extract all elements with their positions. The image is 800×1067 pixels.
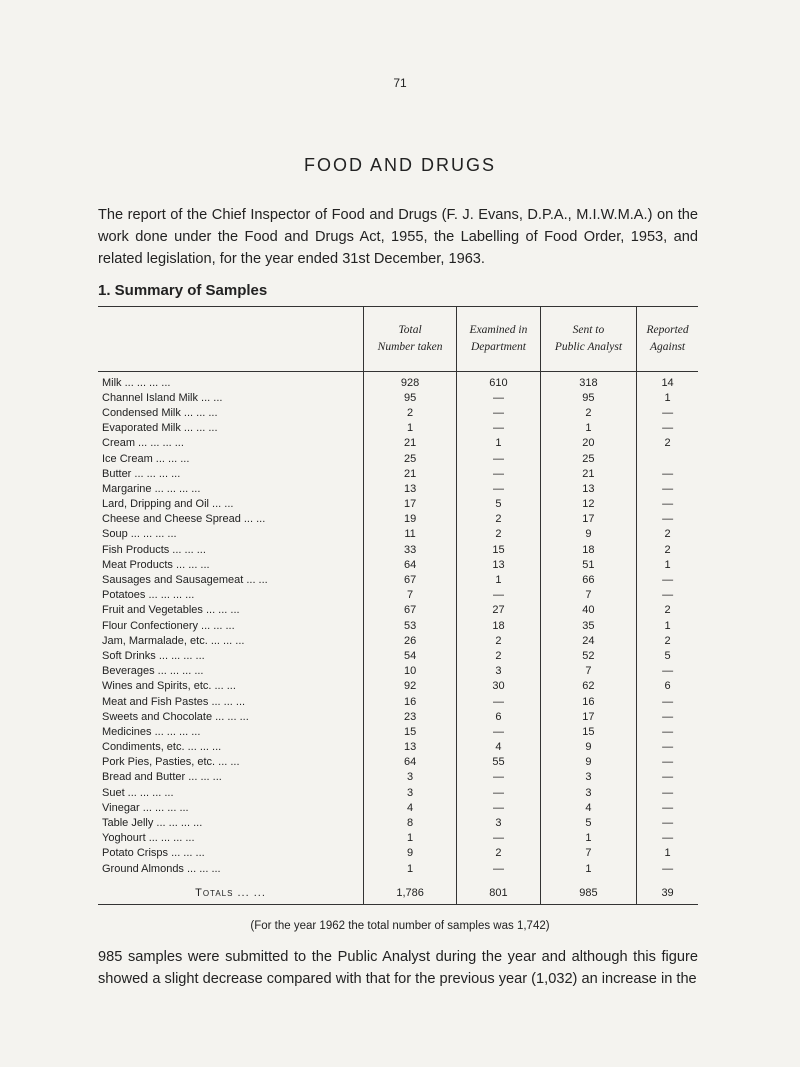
sample-count: 30 [457,679,541,694]
sample-count: 51 [540,557,636,572]
sample-count: 3 [364,770,457,785]
page-number: 71 [393,76,407,90]
table-row [98,800,698,815]
table-row [98,572,698,587]
sample-count: 4 [457,740,541,755]
sample-count: — [457,451,541,466]
total-count: 1,786 [364,876,457,905]
sample-count: 27 [457,603,541,618]
header-line: Reported [646,324,689,336]
sample-name: Soup ... ... ... ... [102,528,177,541]
sample-count: 13 [364,481,457,496]
sample-count: — [457,694,541,709]
sample-count: 11 [364,527,457,542]
sample-count: 2 [637,633,698,648]
sample-name: Vinegar ... ... ... ... [102,801,189,814]
sample-count: 17 [540,709,636,724]
sample-count: 2 [457,512,541,527]
table-row [98,542,698,557]
table-row [98,618,698,633]
sample-count: 18 [457,618,541,633]
table-row [98,390,698,405]
table-row [98,527,698,542]
sample-count: 610 [457,372,541,391]
table-header [98,307,698,372]
sample-count: 928 [364,372,457,391]
sample-count: 13 [540,481,636,496]
sample-count: — [637,755,698,770]
table-body [98,372,698,905]
sample-count: 3 [457,664,541,679]
sample-name: Flour Confectionery ... ... ... [102,619,235,632]
sample-name: Ice Cream ... ... ... [102,452,190,465]
sample-count: 12 [540,497,636,512]
sample-count: 33 [364,542,457,557]
sample-count: 25 [364,451,457,466]
sample-count: 15 [540,724,636,739]
sample-count: 67 [364,603,457,618]
sample-count: 9 [540,755,636,770]
sample-name: Wines and Spirits, etc. ... ... [102,680,236,693]
sample-count: 35 [540,618,636,633]
header-line: Department [470,341,526,353]
table-row [98,588,698,603]
sample-count: 9 [540,527,636,542]
header-sent-to-public-analyst [540,307,636,372]
sample-count: — [637,481,698,496]
header-reported-against [637,307,698,372]
sample-count: — [457,421,541,436]
sample-count: 16 [364,694,457,709]
samples-table [98,306,698,905]
sample-name: Lard, Dripping and Oil ... ... [102,498,234,511]
sample-count: — [457,390,541,405]
sample-count: 1 [540,421,636,436]
sample-count: 2 [364,405,457,420]
table-row [98,648,698,663]
sample-count: 6 [637,679,698,694]
table-row [98,861,698,876]
header-examined-in-department [457,307,541,372]
total-count: 985 [540,876,636,905]
table-row [98,603,698,618]
header-total-number-taken [364,307,457,372]
sample-count: 21 [540,466,636,481]
sample-count: — [637,709,698,724]
sample-count: 318 [540,372,636,391]
table-row [98,451,698,466]
sample-count: — [637,785,698,800]
sample-count: 3 [364,785,457,800]
sample-count: 10 [364,664,457,679]
sample-count: 62 [540,679,636,694]
sample-count: 1 [364,861,457,876]
sample-count: — [637,800,698,815]
table-row [98,709,698,724]
sample-name: Soft Drinks ... ... ... ... [102,649,205,662]
sample-count: 3 [540,785,636,800]
sample-count: 7 [540,846,636,861]
sample-count: — [457,481,541,496]
sample-count: 64 [364,557,457,572]
table-row [98,694,698,709]
sample-count: — [637,815,698,830]
sample-count: — [637,664,698,679]
sample-name: Cream ... ... ... ... [102,437,184,450]
header-line: Against [649,341,686,353]
sample-count: 15 [457,542,541,557]
sample-count: — [457,800,541,815]
sample-count: — [637,724,698,739]
sample-count: — [457,785,541,800]
sample-count: 54 [364,648,457,663]
sample-count: — [457,861,541,876]
sample-count: — [637,572,698,587]
footnote: (For the year 1962 the total number of samples was 1,742) [250,920,550,932]
sample-count: 21 [364,466,457,481]
sample-name: Condiments, etc. ... ... ... [102,741,222,754]
sample-count: 1 [637,557,698,572]
table-row [98,831,698,846]
table-row [98,372,698,391]
sample-name: Fish Products ... ... ... [102,543,206,556]
sample-count: — [637,831,698,846]
header-line: Total [398,324,422,336]
table-row [98,633,698,648]
sample-count: 6 [457,709,541,724]
sample-count: 9 [364,846,457,861]
table-row [98,770,698,785]
sample-count: 66 [540,572,636,587]
sample-count: 7 [540,588,636,603]
sample-count: 7 [364,588,457,603]
sample-count: — [637,770,698,785]
sample-count: 2 [637,527,698,542]
table-row [98,405,698,420]
sample-count: 9 [540,740,636,755]
sample-count: 25 [540,451,636,466]
sample-name: Sweets and Chocolate ... ... ... [102,710,249,723]
sample-count [637,451,698,466]
table-row [98,557,698,572]
sample-count: 2 [457,633,541,648]
sample-count: 5 [637,648,698,663]
table-row [98,466,698,481]
sample-count: 24 [540,633,636,648]
page-title: FOOD AND DRUGS [303,155,496,175]
header-blank-cell [98,307,364,372]
sample-name: Beverages ... ... ... ... [102,665,204,678]
sample-count: 5 [457,497,541,512]
table-row [98,785,698,800]
sample-count: 3 [457,815,541,830]
sample-count: 2 [457,846,541,861]
sample-name: Meat Products ... ... ... [102,558,210,571]
totals-row [98,876,698,905]
sample-count: 2 [637,436,698,451]
sample-count: 1 [457,436,541,451]
table-row [98,436,698,451]
sample-name: Butter ... ... ... ... [102,467,181,480]
sample-count: 1 [540,831,636,846]
table-row [98,497,698,512]
table-row [98,512,698,527]
sample-count: 1 [540,861,636,876]
sample-count: — [457,466,541,481]
sample-count: 13 [457,557,541,572]
sample-count: — [637,512,698,527]
sample-count: 2 [540,405,636,420]
sample-count: 40 [540,603,636,618]
sample-count: 1 [637,846,698,861]
table-row [98,846,698,861]
table-row [98,755,698,770]
sample-count: 21 [364,436,457,451]
header-line: Examined in [469,324,528,336]
sample-count: 3 [540,770,636,785]
totals-label: Totals ... ... [98,876,364,905]
sample-count: — [637,861,698,876]
sample-count: 2 [637,542,698,557]
sample-count: 1 [637,618,698,633]
sample-count: 1 [457,572,541,587]
sample-count: 4 [540,800,636,815]
sample-count: 2 [457,527,541,542]
sample-count: 1 [364,421,457,436]
sample-name: Condensed Milk ... ... ... [102,406,218,419]
section-heading: 1. Summary of Samples [98,282,268,299]
sample-count: 95 [364,390,457,405]
table-row [98,724,698,739]
sample-count: — [637,588,698,603]
sample-name: Potatoes ... ... ... ... [102,589,195,602]
sample-count: 1 [637,390,698,405]
header-line: Number taken [377,341,443,353]
sample-count: 67 [364,572,457,587]
total-count: 801 [457,876,541,905]
sample-count: 64 [364,755,457,770]
sample-name: Meat and Fish Pastes ... ... ... [102,695,246,708]
sample-count: 20 [540,436,636,451]
table-row [98,664,698,679]
sample-name: Jam, Marmalade, etc. ... ... ... [102,634,245,647]
sample-count: — [637,497,698,512]
sample-count: 2 [637,603,698,618]
sample-count: — [457,724,541,739]
sample-count: 13 [364,740,457,755]
table-row [98,740,698,755]
sample-name: Pork Pies, Pasties, etc. ... ... [102,756,240,769]
sample-count: 2 [457,648,541,663]
sample-name: Table Jelly ... ... ... ... [102,817,203,830]
table-row [98,481,698,496]
sample-count: 55 [457,755,541,770]
sample-count: 52 [540,648,636,663]
sample-count: — [637,421,698,436]
sample-count: 14 [637,372,698,391]
sample-count: 15 [364,724,457,739]
sample-name: Yoghourt ... ... ... ... [102,832,195,845]
header-line: Sent to [572,324,605,336]
sample-count: 23 [364,709,457,724]
sample-name: Fruit and Vegetables ... ... ... [102,604,240,617]
sample-name: Suet ... ... ... ... [102,786,174,799]
sample-count: — [637,466,698,481]
sample-count: — [457,405,541,420]
sample-count: — [637,694,698,709]
table-row [98,679,698,694]
sample-count: — [637,740,698,755]
sample-name: Ground Almonds ... ... ... [102,862,221,875]
sample-count: — [457,588,541,603]
sample-name: Margarine ... ... ... ... [102,482,201,495]
sample-count: 7 [540,664,636,679]
sample-count: 1 [364,831,457,846]
closing-paragraph: 985 samples were submitted to the Public Analyst during the year and although this figure showed a slight decrease compared with that for the previous year (1,032) an increase in the [98,949,698,987]
sample-name: Potato Crisps ... ... ... [102,847,205,860]
sample-count: 8 [364,815,457,830]
sample-name: Sausages and Sausagemeat ... ... [102,574,268,587]
sample-count: 5 [540,815,636,830]
sample-count: 95 [540,390,636,405]
sample-name: Evaporated Milk ... ... ... [102,422,218,435]
table-row [98,815,698,830]
sample-count: — [457,770,541,785]
sample-count: 92 [364,679,457,694]
sample-count: 4 [364,800,457,815]
sample-name: Milk ... ... ... ... [102,376,171,389]
sample-count: 18 [540,542,636,557]
intro-paragraph: The report of the Chief Inspector of Food and Drugs (F. J. Evans, D.P.A., M.I.W.M.A.) on the work done under the Food and Drugs Act, 1955, the Labelling of Food Order, 1953, and related legislation, for the year ended 31st December, 1963. [98,207,698,267]
sample-count: — [457,831,541,846]
header-line: Public Analyst [554,341,623,353]
sample-count: 26 [364,633,457,648]
sample-count: 16 [540,694,636,709]
sample-count: 19 [364,512,457,527]
sample-count: 17 [364,497,457,512]
sample-name: Cheese and Cheese Spread ... ... [102,513,266,526]
sample-count: 17 [540,512,636,527]
table-row [98,421,698,436]
sample-count: — [637,405,698,420]
sample-name: Channel Island Milk ... ... [102,391,223,404]
sample-name: Medicines ... ... ... ... [102,725,201,738]
total-count: 39 [637,876,698,905]
sample-name: Bread and Butter ... ... ... [102,771,222,784]
sample-count: 53 [364,618,457,633]
